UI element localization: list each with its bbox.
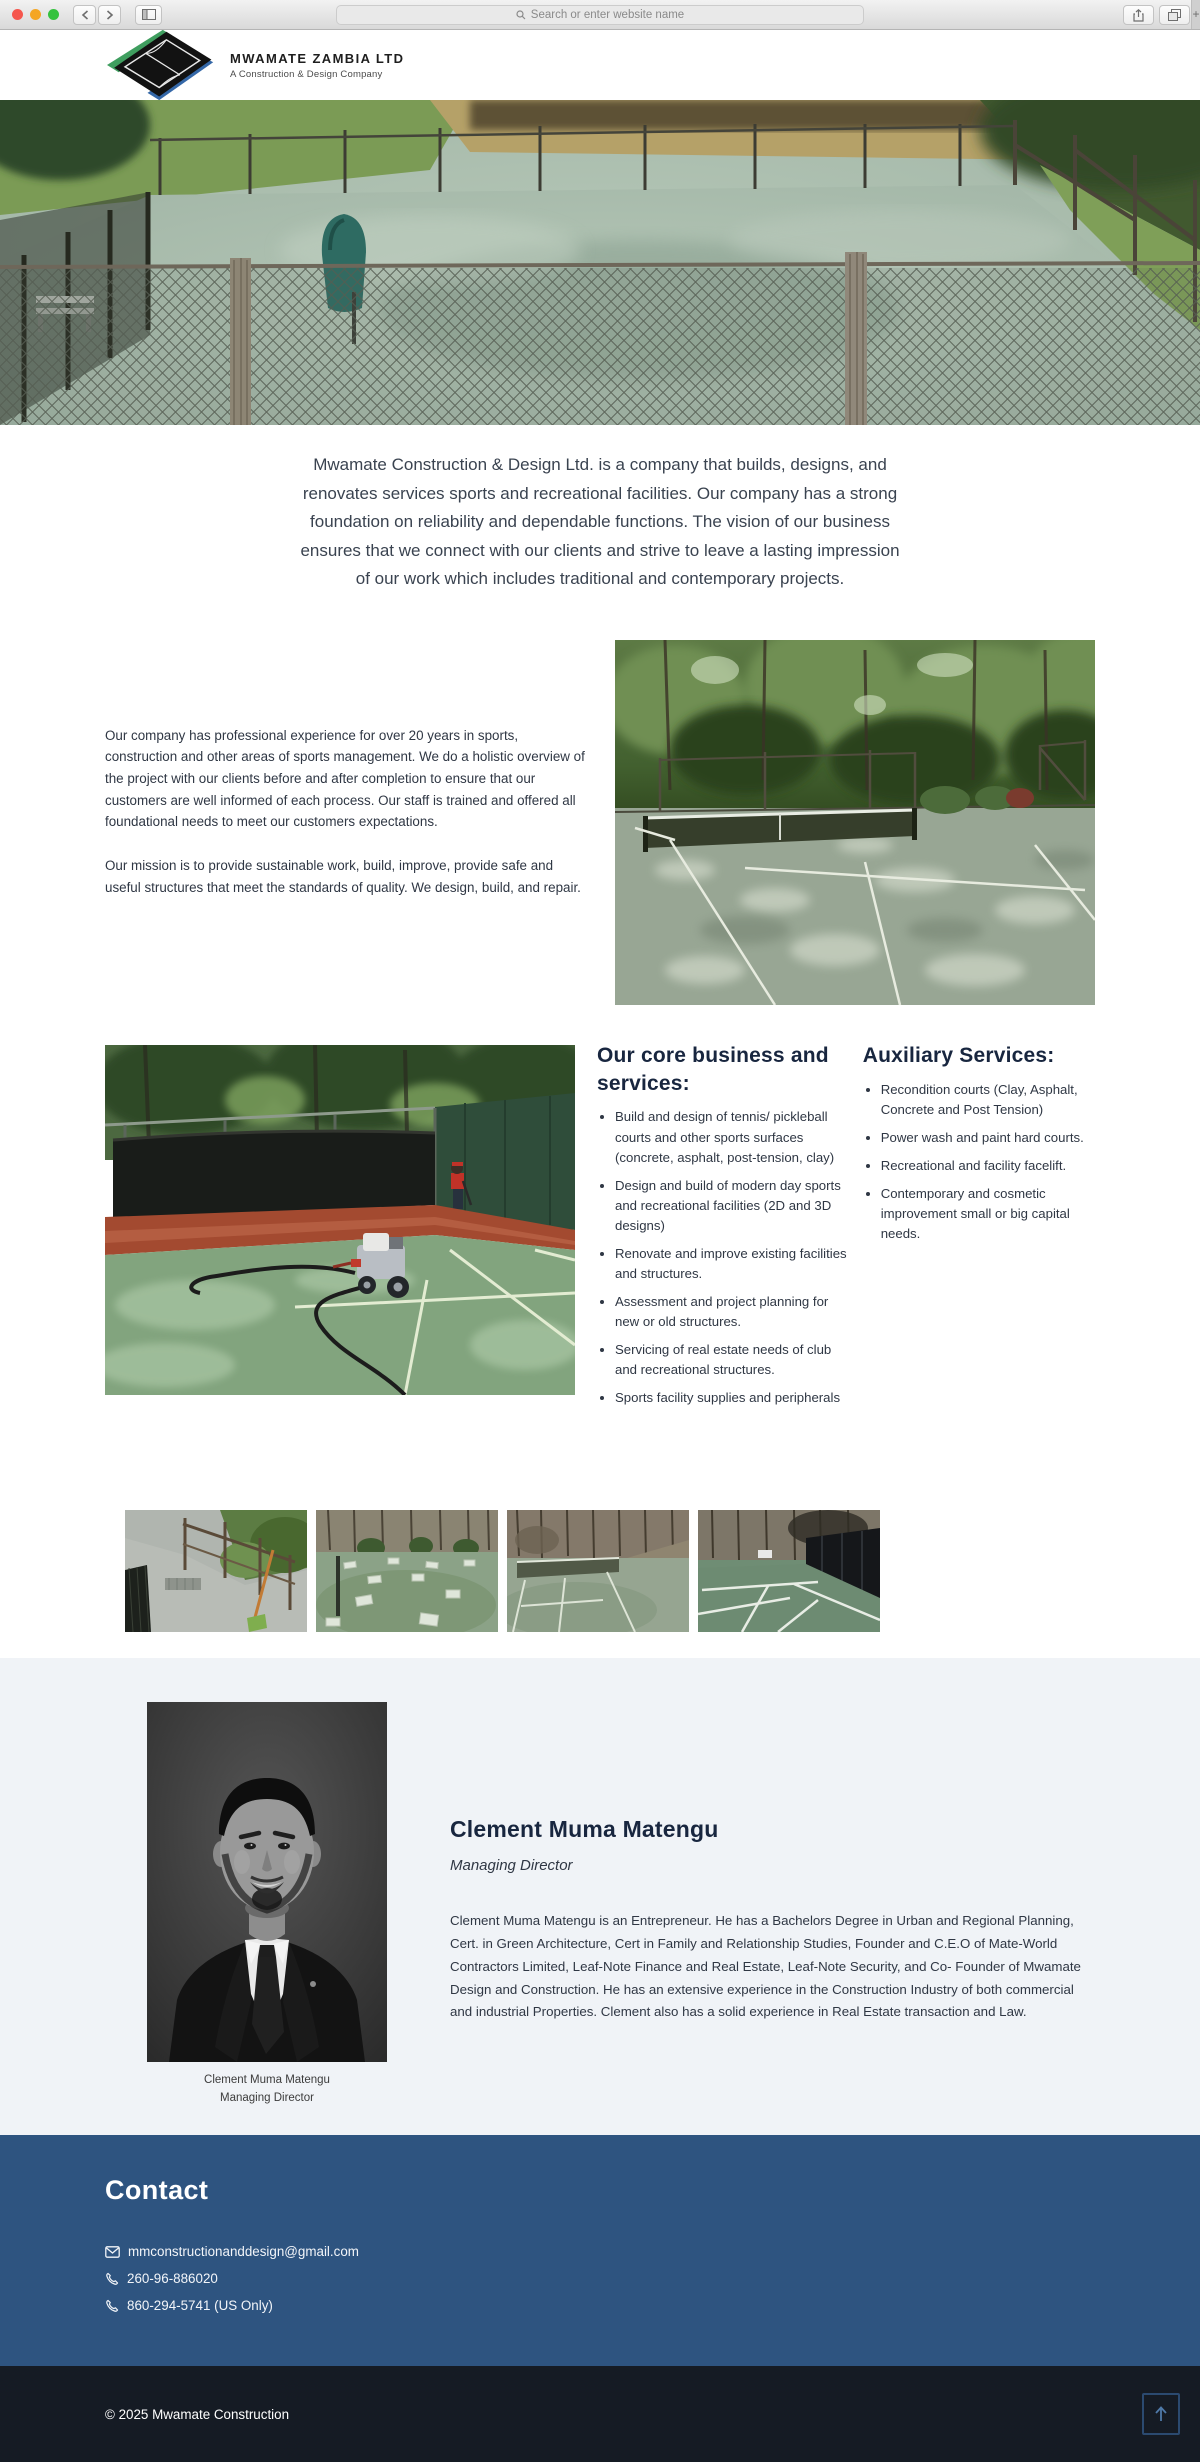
- browser-chrome: [0, 0, 1200, 30]
- close-window-button[interactable]: [12, 9, 23, 20]
- gallery-thumbnail-2[interactable]: [316, 1510, 498, 1632]
- about-text: [105, 725, 585, 921]
- tabs-overview-button[interactable]: [1159, 5, 1190, 25]
- intro-paragraph: Mwamate Construction & Design Ltd. is a company that builds, designs, and renovates services sports and recreational facilities. Our company has a strong foundation on reliability and dependable functions. The vision of our business ensures that we connect with our clients and strive to leave a lasting impression of our work which includes traditional and contemporary projects.: [300, 455, 900, 589]
- core-service-item: • Build and design of tennis/ pickleball courts and other sports surfaces (concrete, asphalt, post-tension, clay): [615, 1107, 847, 1167]
- about-image: [615, 640, 1095, 1005]
- portrait-photo: [147, 1702, 387, 2062]
- core-service-item: • Sports facility supplies and peripherals: [615, 1388, 847, 1408]
- share-icon: [1133, 9, 1144, 22]
- contact-title: Contact: [105, 2175, 209, 2205]
- auxiliary-service-item: • Recreational and facility facelift.: [881, 1156, 1095, 1176]
- contact-section: [0, 2135, 1200, 2366]
- sidebar-icon: [142, 9, 156, 20]
- chevron-right-icon: [106, 10, 114, 20]
- gallery-thumbnail-4[interactable]: [698, 1510, 880, 1632]
- gallery-thumbnail-1[interactable]: [125, 1510, 307, 1632]
- contact-phone-us[interactable]: 860-294-5741 (US Only): [127, 2298, 273, 2313]
- auxiliary-services-title: Auxiliary Services:: [862, 1044, 1055, 1067]
- company-tagline: A Construction & Design Company: [230, 68, 383, 80]
- contact-email-link[interactable]: mmconstructionanddesign@gmail.com: [128, 2244, 359, 2259]
- bio-paragraph: Clement Muma Matengu is an Entrepreneur. He has a Bachelors Degree in Urban and Regional Planning, Cert. in Green Architecture, Cert in Family and Relationship Studies, Founder and C.E.O of Mate-World Contractors Limited, Leaf-Note Finance and Real Estate, Leaf-Note Security, and Co- Founder of Mwamate Design and Construction. He has an extensive experience in the Construction Industry of both commercial and industrial Properties. Clement also has a solid experience in Real Estate transaction and Law.: [450, 1913, 1081, 2020]
- core-services-list: [597, 1107, 847, 1408]
- back-to-top-button[interactable]: [1142, 2393, 1180, 2435]
- phone-icon: [105, 2299, 119, 2313]
- search-icon: [516, 10, 526, 20]
- gallery-thumbnail-3[interactable]: [507, 1510, 689, 1632]
- sidebar-toggle-button[interactable]: [135, 5, 162, 25]
- intro-section: [0, 425, 1200, 640]
- footer: [0, 2366, 1200, 2462]
- contact-phone-row: [105, 2298, 1095, 2313]
- bio-name-heading: Clement Muma Matengu: [450, 1816, 719, 1842]
- core-service-item: • Assessment and project planning for new or old structures.: [615, 1292, 847, 1332]
- auxiliary-service-item: • Recondition courts (Clay, Asphalt, Concrete and Post Tension): [881, 1080, 1095, 1120]
- about-paragraph-2: Our mission is to provide sustainable work, build, improve, provide safe and useful structures that meet the standards of quality. We design, build, and repair.: [105, 858, 581, 895]
- bio-text: [450, 1702, 1095, 2108]
- bio-figure: [147, 1702, 387, 2108]
- logo-court-icon: [105, 29, 217, 101]
- auxiliary-services-list: [863, 1080, 1095, 1244]
- about-section: [105, 640, 1095, 1005]
- services-section: [105, 1040, 1095, 1460]
- arrow-up-icon: [1154, 2406, 1168, 2422]
- core-service-item: • Renovate and improve existing facilities and structures.: [615, 1244, 847, 1284]
- auxiliary-service-item: • Contemporary and cosmetic improvement small or big capital needs.: [881, 1184, 1095, 1244]
- contact-email-row: [105, 2244, 1095, 2259]
- hero-image: [0, 100, 1200, 425]
- bio-role: Managing Director: [450, 1857, 573, 1874]
- core-services-title: Our core business and services:: [597, 1044, 829, 1095]
- share-button[interactable]: [1123, 5, 1154, 25]
- about-paragraph-1: Our company has professional experience for over 20 years in sports, construction and other areas of sports management. We do a holistic overview of the project with our clients before and after completion to ensure that our customers are well informed of each process. Our staff is trained and offered all foundational needs to meet our customers expectations.: [105, 727, 585, 830]
- company-logo[interactable]: [105, 29, 404, 101]
- bio-section: [0, 1658, 1200, 2135]
- envelope-icon: [105, 2246, 120, 2258]
- company-name: MWAMATE ZAMBIA LTD: [230, 50, 405, 66]
- core-services-column: [597, 1040, 847, 1460]
- tabs-icon: [1168, 9, 1181, 21]
- contact-phone-row: [105, 2271, 1095, 2286]
- core-service-item: • Design and build of modern day sports and recreational facilities (2D and 3D designs): [615, 1176, 847, 1236]
- window-controls: [12, 9, 59, 20]
- contact-list: [105, 2244, 1095, 2313]
- zoom-window-button[interactable]: [48, 9, 59, 20]
- copyright-text: © 2025 Mwamate Construction: [105, 2406, 290, 2422]
- core-service-item: • Servicing of real estate needs of club and recreational structures.: [615, 1340, 847, 1380]
- photo-caption: [147, 2071, 387, 2108]
- contact-phone-zambia[interactable]: 260-96-886020: [127, 2271, 218, 2286]
- chevron-left-icon: [81, 10, 89, 20]
- minimize-window-button[interactable]: [30, 9, 41, 20]
- new-tab-button[interactable]: +: [1191, 0, 1200, 29]
- photo-caption-role: Managing Director: [220, 2092, 314, 2105]
- back-button[interactable]: [73, 5, 96, 25]
- gallery-section: [125, 1510, 1200, 1632]
- photo-caption-name: Clement Muma Matengu: [204, 2074, 330, 2086]
- site-header: [0, 30, 1200, 100]
- address-bar[interactable]: [336, 5, 864, 25]
- address-bar-placeholder: Search or enter website name: [530, 9, 685, 21]
- services-image: [105, 1045, 575, 1395]
- auxiliary-service-item: • Power wash and paint hard courts.: [881, 1128, 1095, 1148]
- phone-icon: [105, 2272, 119, 2286]
- forward-button[interactable]: [98, 5, 121, 25]
- auxiliary-services-column: [863, 1040, 1095, 1460]
